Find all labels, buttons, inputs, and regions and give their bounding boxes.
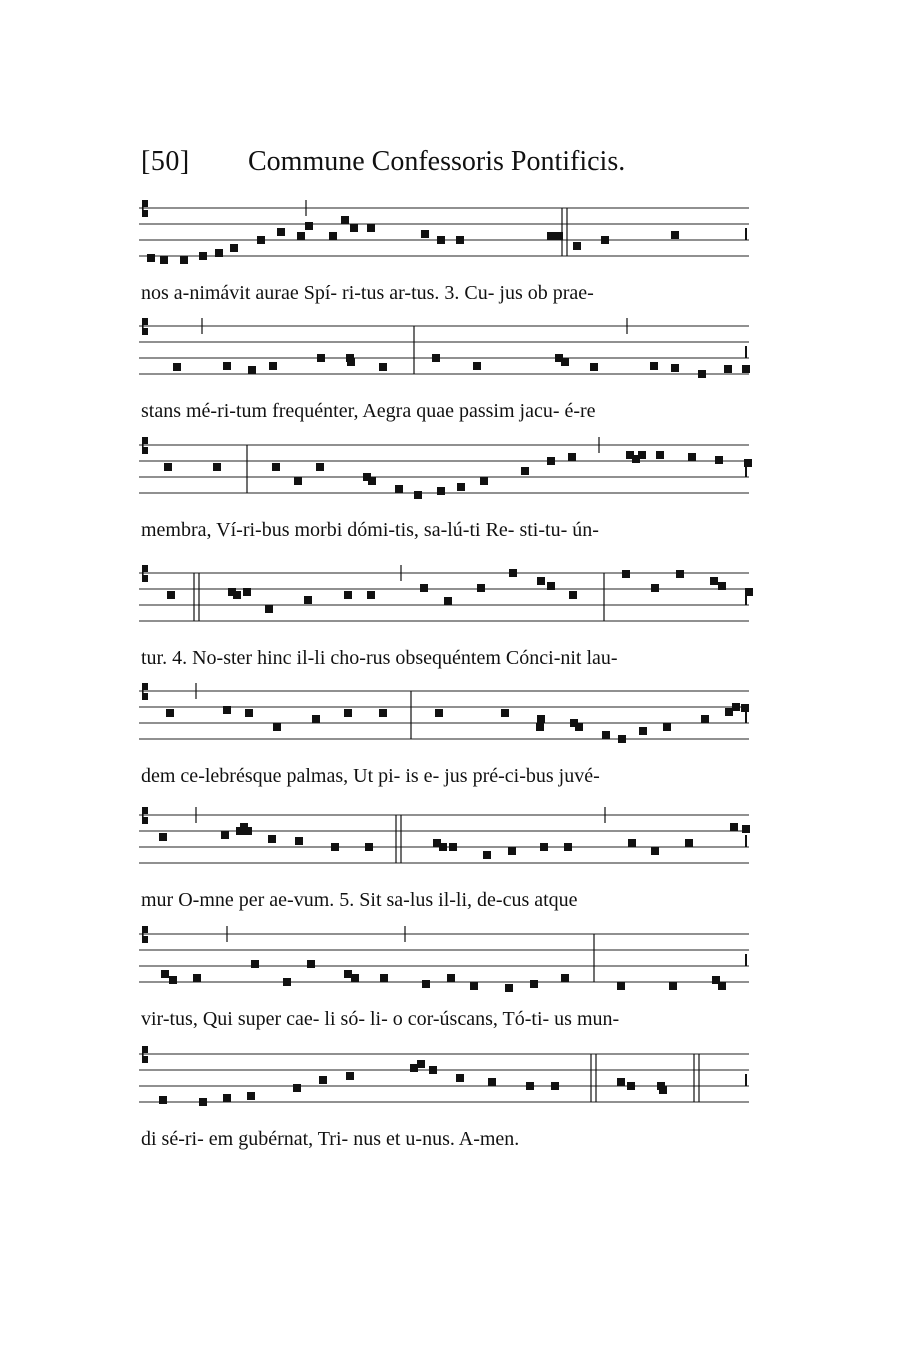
neume-note	[685, 839, 693, 847]
neume-note	[268, 835, 276, 843]
neume-note	[395, 485, 403, 493]
neume-note	[537, 577, 545, 585]
neume-note	[602, 731, 610, 739]
neume-note	[283, 978, 291, 986]
staff-7	[139, 922, 749, 1002]
custos	[745, 346, 747, 358]
neume-note	[293, 1084, 301, 1092]
neume-note	[501, 709, 509, 717]
neume-note	[622, 570, 630, 578]
chant-system-8	[139, 1042, 749, 1150]
staff-2	[139, 314, 749, 394]
neume-note	[568, 453, 576, 461]
neume-note	[651, 584, 659, 592]
neume-note	[305, 222, 313, 230]
custos	[745, 711, 747, 723]
clef-c-stem	[142, 1046, 144, 1063]
neume-note	[147, 254, 155, 262]
neume-note	[414, 491, 422, 499]
lyric-line-1: nos a-nimávit aurae Spí- ri-tus ar-tus. 3. Cu- jus ob prae-	[141, 282, 594, 304]
neume-note	[221, 831, 229, 839]
neume-note	[671, 231, 679, 239]
neume-note	[530, 980, 538, 988]
neume-note	[639, 727, 647, 735]
chant-system-7	[139, 922, 749, 1030]
neume-note	[294, 477, 302, 485]
neume-note	[547, 232, 555, 240]
neume-note	[590, 363, 598, 371]
neume-note	[272, 463, 280, 471]
neume-note	[656, 451, 664, 459]
neume-note	[437, 236, 445, 244]
neume-note	[159, 833, 167, 841]
lyric-line-7: vir-tus, Qui super cae- li só- li- o cor-úscans, Tó-ti- us mun-	[141, 1008, 620, 1030]
lyric-line-2: stans mé-ri-tum frequénter, Aegra quae passim jacu- é-re	[141, 400, 596, 422]
neume-note	[180, 256, 188, 264]
neume-note	[439, 843, 447, 851]
neume-note	[618, 735, 626, 743]
neume-note	[638, 451, 646, 459]
neume-note	[248, 366, 256, 374]
neume-note	[269, 362, 277, 370]
neume-note	[319, 1076, 327, 1084]
neume-note	[628, 839, 636, 847]
neume-note	[663, 723, 671, 731]
neume-note	[456, 1074, 464, 1082]
neume-note	[273, 723, 281, 731]
neume-note	[488, 1078, 496, 1086]
neume-note	[421, 230, 429, 238]
neume-note	[244, 827, 252, 835]
neume-note	[483, 851, 491, 859]
neume-note	[166, 709, 174, 717]
neume-note	[429, 1066, 437, 1074]
neume-note	[564, 843, 572, 851]
chant-system-1	[139, 196, 749, 304]
neume-note	[295, 837, 303, 845]
neume-note	[509, 569, 517, 577]
neume-note	[724, 365, 732, 373]
neume-note	[447, 974, 455, 982]
staff-8	[139, 1042, 749, 1122]
neume-note	[317, 354, 325, 362]
neume-note	[344, 591, 352, 599]
neume-note	[732, 703, 740, 711]
neume-note	[251, 960, 259, 968]
neume-note	[457, 483, 465, 491]
neume-note	[351, 974, 359, 982]
neume-note	[422, 980, 430, 988]
lyric-line-5: dem ce-lebrésque palmas, Ut pi- is e- jus pré-ci-bus juvé-	[141, 765, 600, 787]
neume-note	[710, 577, 718, 585]
neume-note	[344, 709, 352, 717]
neume-note	[470, 982, 478, 990]
neume-note	[669, 982, 677, 990]
neume-note	[573, 242, 581, 250]
neume-note	[698, 370, 706, 378]
clef-c-stem	[142, 926, 144, 943]
neume-note	[344, 970, 352, 978]
neume-note	[159, 1096, 167, 1104]
neume-note	[676, 570, 684, 578]
neume-note	[380, 974, 388, 982]
neume-note	[555, 232, 563, 240]
neume-note	[473, 362, 481, 370]
chant-system-3	[139, 433, 749, 541]
neume-note	[569, 591, 577, 599]
neume-note	[437, 487, 445, 495]
neume-note	[508, 847, 516, 855]
neume-note	[230, 244, 238, 252]
neume-note	[341, 216, 349, 224]
neume-note	[379, 709, 387, 717]
neume-note	[742, 825, 750, 833]
neume-note	[265, 605, 273, 613]
neume-note	[297, 232, 305, 240]
neume-note	[718, 982, 726, 990]
neume-note	[688, 453, 696, 461]
neume-note	[365, 843, 373, 851]
neume-note	[223, 1094, 231, 1102]
neume-note	[215, 249, 223, 257]
page-number: [50]	[141, 146, 190, 177]
clef-c-stem	[142, 565, 144, 582]
neume-note	[410, 1064, 418, 1072]
lyric-line-4: tur. 4. No-ster hinc il-li cho-rus obsequéntem Cónci-nit lau-	[141, 647, 618, 669]
neume-note	[347, 358, 355, 366]
staff-3	[139, 433, 749, 513]
page-title: Commune Confessoris Pontificis.	[248, 146, 626, 177]
chant-system-2	[139, 314, 749, 422]
custos	[745, 835, 747, 847]
neume-note	[367, 224, 375, 232]
neume-note	[346, 1072, 354, 1080]
neume-note	[671, 364, 679, 372]
neume-note	[650, 362, 658, 370]
neume-note	[199, 1098, 207, 1106]
clef-c-stem	[142, 683, 144, 700]
neume-note	[742, 365, 750, 373]
neume-note	[160, 256, 168, 264]
neume-note	[243, 588, 251, 596]
neume-note	[350, 224, 358, 232]
neume-note	[547, 582, 555, 590]
page-header	[141, 146, 750, 186]
staff-4	[139, 561, 749, 641]
neume-note	[247, 1092, 255, 1100]
neume-note	[449, 843, 457, 851]
neume-note	[477, 584, 485, 592]
neume-note	[277, 228, 285, 236]
neume-note	[432, 354, 440, 362]
neume-note	[193, 974, 201, 982]
neume-note	[233, 591, 241, 599]
neume-note	[701, 715, 709, 723]
neume-note	[744, 459, 752, 467]
neume-note	[627, 1082, 635, 1090]
chant-system-4	[139, 561, 749, 669]
neume-note	[245, 709, 253, 717]
neume-note	[199, 252, 207, 260]
neume-note	[536, 723, 544, 731]
neume-note	[741, 704, 749, 712]
custos	[745, 228, 747, 240]
neume-note	[223, 706, 231, 714]
clef-c-stem	[142, 318, 144, 335]
neume-note	[526, 1082, 534, 1090]
clef-c-stem	[142, 200, 144, 217]
neume-note	[617, 1078, 625, 1086]
neume-note	[659, 1086, 667, 1094]
neume-note	[257, 236, 265, 244]
neume-note	[601, 236, 609, 244]
custos	[745, 1074, 747, 1086]
lyric-line-8: di sé-ri- em gubérnat, Tri- nus et u-nus. A-men.	[141, 1128, 520, 1150]
neume-note	[547, 457, 555, 465]
clef-c-stem	[142, 807, 144, 824]
neume-note	[715, 456, 723, 464]
neume-note	[480, 477, 488, 485]
neume-note	[745, 588, 753, 596]
neume-note	[164, 463, 172, 471]
neume-note	[505, 984, 513, 992]
neume-note	[169, 976, 177, 984]
neume-note	[575, 723, 583, 731]
neume-note	[331, 843, 339, 851]
neume-note	[537, 715, 545, 723]
neume-note	[435, 709, 443, 717]
neume-note	[307, 960, 315, 968]
neume-note	[521, 467, 529, 475]
neume-note	[368, 477, 376, 485]
neume-note	[718, 582, 726, 590]
chant-system-5	[139, 679, 749, 787]
neume-note	[304, 596, 312, 604]
staff-1	[139, 196, 749, 276]
staff-6	[139, 803, 749, 883]
lyric-line-6: mur O-mne per ae-vum. 5. Sit sa-lus il-li, de-cus atque	[141, 889, 578, 911]
neume-note	[420, 584, 428, 592]
neume-note	[161, 970, 169, 978]
neume-note	[223, 362, 231, 370]
lyric-line-3: membra, Ví-ri-bus morbi dómi-tis, sa-lú-ti Re- sti-tu- ún-	[141, 519, 599, 541]
neume-note	[379, 363, 387, 371]
neume-note	[316, 463, 324, 471]
custos	[745, 954, 747, 966]
neume-note	[417, 1060, 425, 1068]
neume-note	[651, 847, 659, 855]
neume-note	[444, 597, 452, 605]
neume-note	[561, 358, 569, 366]
neume-note	[551, 1082, 559, 1090]
staff-5	[139, 679, 749, 759]
neume-note	[561, 974, 569, 982]
chant-system-6	[139, 803, 749, 911]
clef-c-stem	[142, 437, 144, 454]
neume-note	[617, 982, 625, 990]
neume-note	[329, 232, 337, 240]
neume-note	[540, 843, 548, 851]
neume-note	[456, 236, 464, 244]
neume-note	[312, 715, 320, 723]
neume-note	[167, 591, 175, 599]
neume-note	[725, 708, 733, 716]
neume-note	[367, 591, 375, 599]
neume-note	[730, 823, 738, 831]
neume-note	[173, 363, 181, 371]
neume-note	[213, 463, 221, 471]
